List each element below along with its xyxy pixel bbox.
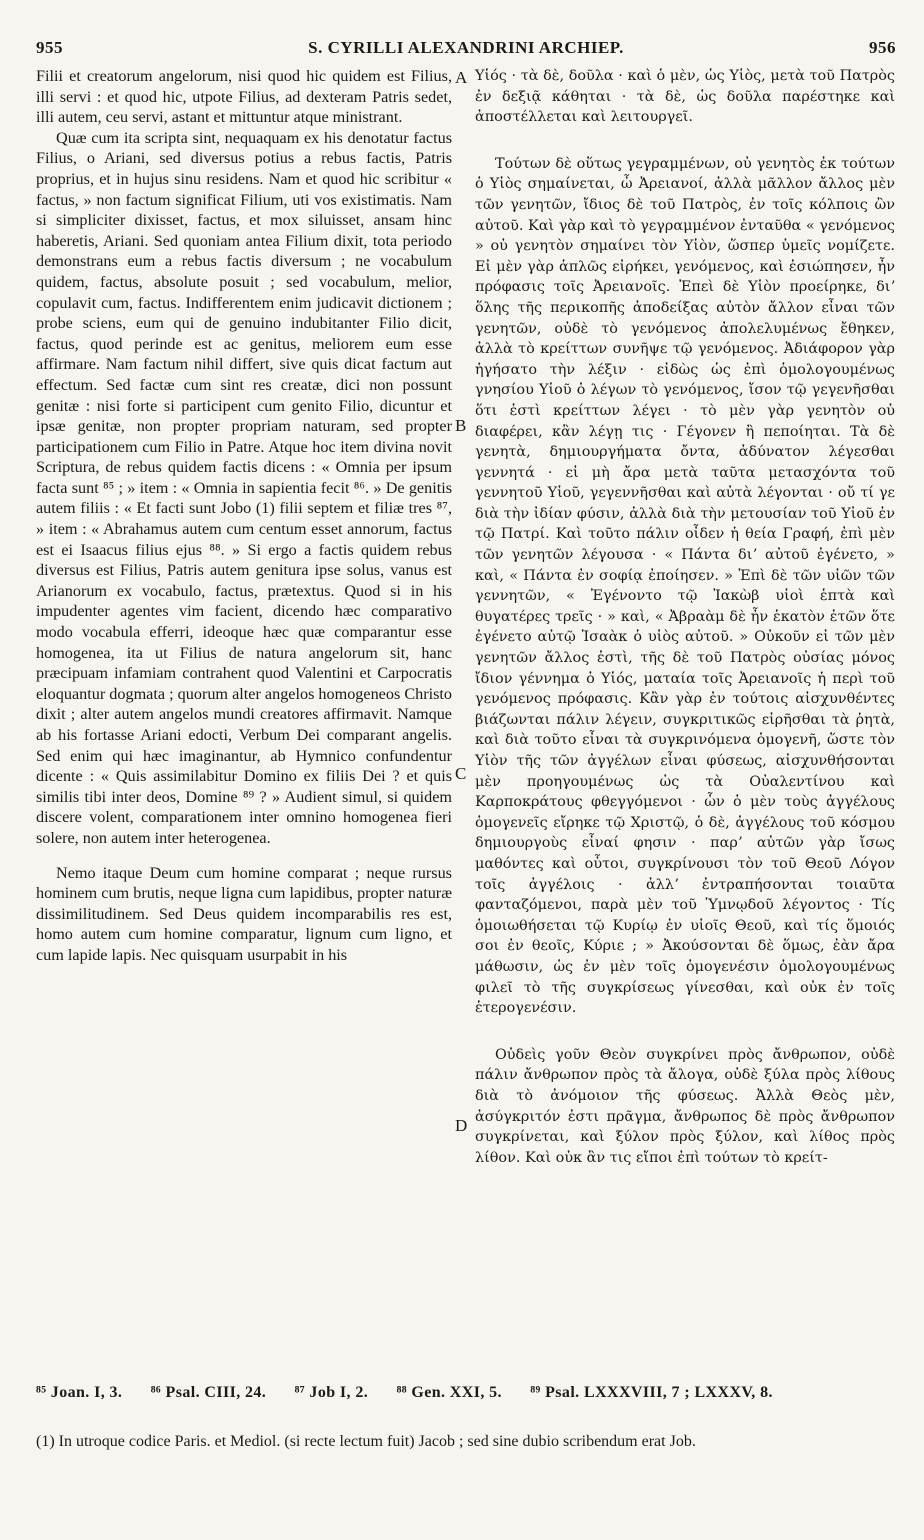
section-marker-c: C: [455, 764, 467, 783]
latin-paragraph: Nemo itaque Deum cum homine comparat ; neque rursus hominem cum brutis, neque ligna cum lapidibus, propter naturæ dissimilitudinem. Sed Deus quidem incomparabilis res est, homo autem cum homine comparatur, lignum cum ligno, et cum lapide lapis. Nec quisquam usurpabit in his: [36, 863, 452, 964]
latin-column: [36, 66, 452, 966]
greek-paragraph: Οὐδεὶς γοῦν Θεὸν συγκρίνει πρὸς ἄνθρωπον, οὐδὲ πάλιν ἄνθρωπον πρὸς τὰ ἄλογα, οὐδὲ ξύλα πρὸς λίθους διὰ τὸ ἀνόμοιον τῆς φύσεως. Ἀλλὰ Θεὸς μὲν, ἀσύγκριτόν ἐστι πρᾶγμα, ἄνθρωπος δὲ πρὸς ἄνθρωπον συγκρίνεται, καὶ ξύλον πρὸς ξύλον, καὶ λίθος πρὸς λίθον. Καὶ οὐκ ἂν τις εἴποι ἐπὶ τούτων τὸ κρείτ-: [475, 1046, 895, 1166]
section-marker-a: A: [455, 68, 468, 87]
footnote: ⁸⁶ Psal. CIII, 24.: [150, 1384, 267, 1401]
running-title: S. CYRILLI ALEXANDRINI ARCHIEP.: [308, 38, 624, 57]
section-marker-d: D: [455, 1116, 468, 1135]
editor-note: (1) In utroque codice Paris. et Mediol. (si recte lectum fuit) Jacob ; sed sine dubio scribendum erat Job.: [36, 1433, 696, 1450]
greek-paragraph: Υἱός · τὰ δὲ, δοῦλα · καὶ ὁ μὲν, ὡς Υἱὸς, μετὰ τοῦ Πατρὸς ἐν δεξιᾷ κάθηται · τὰ δὲ, ὡς δοῦλα παρέστηκε καὶ ἀποστέλλεται καὶ λειτουργεῖ.: [475, 68, 895, 126]
latin-paragraph: Quæ cum ita scripta sint, nequaquam ex his denotatur factus Filius, o Ariani, sed diversus potius a rebus factis, Patris proprius, et in hujus sinu residens. Nam et quod hic scribitur « factus, » non factum significat Filium, uti vos existimatis. Nam si simpliciter dixisset, factus, et mox siluisset, ansam hinc haberetis, Ariani. Sed quoniam antea Filium dixit, tota periodo demonstrans eum a rebus factis diversum ; ne vocabulum quidem, factus, absolute posuit ; sed vocabulum, melior, copulavit cum, factus. Indifferentem enim judicavit dictionem ; probe sciens, eum qui de genuino indubitanter Filio dicit, factus, quod perinde est ac genitus, meliorem eum esse affirmare. Nam factum nihil differt, sive quis dicat factum aut effectum. Sed factæ cum sint res creatæ, dici non possunt genitæ : nisi forte si participent cum genito Filio, dicuntur et ipsæ genitæ, non propter propriam naturam, sed propter participationem cum Filio in Patre. Atque hoc item divina novit Scriptura, de rebus quidem factis dicens : « Omnia per ipsum facta sunt ⁸⁵ ; » item : « Omnia in sapientia fecit ⁸⁶. » De genitis autem filiis : « Et facti sunt Jobo (1) filii septem et filiæ tres ⁸⁷, » item : « Abrahamus autem cum centum esset annorum, factus est ei Isaacus filius ejus ⁸⁸. » Si ergo a factis quidem rebus diversus est Filius, Patris autem genitura ipse solus, vanus est Arianorum ex vocabulo, factus, prætextus. Quod si in his impudenter agentes vim facient, dicendo hæc comparativo modo vocabula efferri, ideoque hæc quæ comparantur esse homogenea, ita ut Filius de natura angelorum sit, hanc præcipuam infamiam contrahent quod Valentini et Carpocratis eloquantur dogmata ; quorum alter angelos homogeneos Christo dixit ; alter autem angelos mundi creatores affirmavit. Namque ab his fortasse Ariani edocti, Verbum Dei comparant angelis. Sed enim qui hæc imaginantur, ab Hymnico confundentur dicente : « Quis assimilabitur Domino ex filiis Dei ? et quis similis tibi inter deos, Domine ⁸⁹ ? » Audient simul, si quidem discere volent, comparationem inter omnino homogenea fieri solere, non autem inter heterogenea.: [36, 128, 452, 847]
footnote: ⁸⁹ Psal. LXXXVIII, 7 ; LXXXV, 8.: [530, 1384, 773, 1401]
footnote: ⁸⁵ Joan. I, 3.: [36, 1384, 123, 1401]
footnote: ⁸⁸ Gen. XXI, 5.: [396, 1384, 502, 1401]
page-header: [36, 30, 896, 64]
footnote: ⁸⁷ Job I, 2.: [294, 1384, 369, 1401]
section-marker-b: B: [455, 416, 467, 435]
scripture-footnotes: [36, 1384, 896, 1402]
greek-column: [475, 66, 895, 1168]
latin-paragraph: Filii et creatorum angelorum, nisi quod hic quidem est Filius, illi servi : et quod hic, utpote Filius, ad dexteram Patris sedet, illi autem, ceu servi, astant et mittuntur atque ministrant.: [36, 67, 452, 127]
greek-paragraph: Τούτων δὲ οὕτως γεγραμμένων, οὐ γενητὸς ἐκ τούτων ὁ Υἱὸς σημαίνεται, ὦ Ἀρειανοί, ἀλλὰ μᾶλλον ἄλλος μὲν τῶν γενητῶν, ἴδιος δὲ τοῦ Πατρὸς, ἐν τοῖς κόλποις ὢν αὐτοῦ. Καὶ γὰρ καὶ τὸ γεγραμμένον ἐνταῦθα « γενόμενος » οὐ γενητὸν σημαίνει τὸν Υἱὸν, ὥσπερ ὑμεῖς νομίζετε. Εἰ μὲν γὰρ ἁπλῶς εἰρήκει, γενόμενος, καὶ ἐσιώπησεν, ἦν πρόφασις τοῖς Ἀρειανοῖς. Ἐπεὶ δὲ Υἱὸν προείρηκε, διʼ ὅλης τῆς περικοπῆς ἀποδείξας αὐτὸν ἄλλον εἶναι τῶν γενητῶν, οὐδὲ τὸ γενόμενος ἀπολελυμένως ἔθηκεν, ἀλλὰ τὸ κρείττων συνῆψε τῷ γενόμενος. Ἀδιάφορον γὰρ ἡγήσατο τὴν λέξιν · εἰδὼς ὡς ἐπὶ ὁμολογουμένως γνησίου Υἱοῦ ὁ λέγων τὸ γενόμενος, ἴσον τῷ γεγενῆσθαι ὅτι ἐστὶ κρείττων λέγει · τὸ μὲν γὰρ γενητὸν οὐ διαφέρει, κἂν λέγῃ τις · Γέγονεν ἢ πεποίηται. Τὰ δὲ γενητὰ, δημιουργήματα ὄντα, ἀδύνατον λέγεσθαι γεννητά · εἰ μὴ ἄρα μετὰ ταῦτα μετασχόντα τοῦ γεννητοῦ Υἱοῦ, γεγεννῆσθαι καὶ αὐτὰ λέγονται · οὔ τί γε διὰ τὴν ἰδίαν φύσιν, ἀλλὰ διὰ τὴν μετουσίαν τοῦ Υἱοῦ ἐν τῷ Πατρί. Καὶ τοῦτο πάλιν οἶδεν ἡ θεία Γραφή, ἐπὶ μὲν τῶν γενητῶν λέγουσα · « Πάντα διʼ αὐτοῦ ἐγένετο, » καὶ, « Πάντα ἐν σοφίᾳ ἐποίησεν. » Ἐπὶ δὲ τῶν υἱῶν τῶν γεννητῶν, « Ἐγένοντο τῷ Ἰακὼβ υἱοὶ ἑπτὰ καὶ θυγατέρες τρεῖς · » καὶ, « Ἀβραὰμ δὲ ἦν ἑκατὸν ἐτῶν ὅτε ἐγένετο αὐτῷ Ἰσαὰκ ὁ υἱὸς αὐτοῦ. » Οὐκοῦν εἰ τῶν μὲν γενητῶν ἄλλος ἐστὶ, τῆς δὲ τοῦ Πατρὸς οὐσίας μόνος ἴδιον γέννημα ὁ Υἱός, ματαία τοῖς Ἀρειανοῖς ἡ περὶ τοῦ γενόμενος πρόφασις. Κἂν γὰρ ἐν τούτοις αἰσχυνθέντες βιάζωνται πάλιν λέγειν, συγκριτικῶς εἰρῆσθαι τὰ ῥητὰ, καὶ διὰ τοῦτο εἶναι τὰ συγκρινόμενα ὁμογενῆ, ὥστε τὸν Υἱὸν τῆς τῶν ἀγγέλων εἶναι φύσεως, αἰσχυνθήσονται μὲν προηγουμένως ὡς τὰ Οὐαλεντίνου καὶ Καρποκράτους φθεγγόμενοι · ὧν ὁ μὲν τοὺς ἀγγέλους ὁμογενεῖς εἴρηκε τῷ Χριστῷ, ὁ δὲ, ἀγγέλους τοῦ κόσμου δημιουργοὺς εἶναί φησιν · παρʼ αὐτῶν γὰρ ἴσως μαθόντες καὶ οὗτοι, συγκρίνουσι τὸν τοῦ Θεοῦ Λόγον τοῖς ἀγγέλοις · ἀλλʼ ἐντραπήσονται τοιαῦτα φανταζόμενοι, παρὰ μὲν τοῦ Ὑμνῳδοῦ λέγοντος · Τίς ὁμοιωθήσεται τῷ Κυρίῳ ἐν υἱοῖς Θεοῦ, καὶ τίς ὅμοιός σοι ἐν θεοῖς, Κύριε ; » Ἀκούσονται δὲ ὅμως, ἐὰν ἄρα μάθωσιν, ὡς ἐν μὲν τοῖς ὁμογενέσιν ὁμολογουμένως φιλεῖ τὸ τῆς συγκρίσεως γίνεσθαι, καὶ οὐκ ἐν τοῖς ἑτερογενέσιν.: [475, 155, 895, 1017]
page-number-left: 955: [36, 38, 63, 57]
page-number-right: 956: [869, 38, 896, 57]
